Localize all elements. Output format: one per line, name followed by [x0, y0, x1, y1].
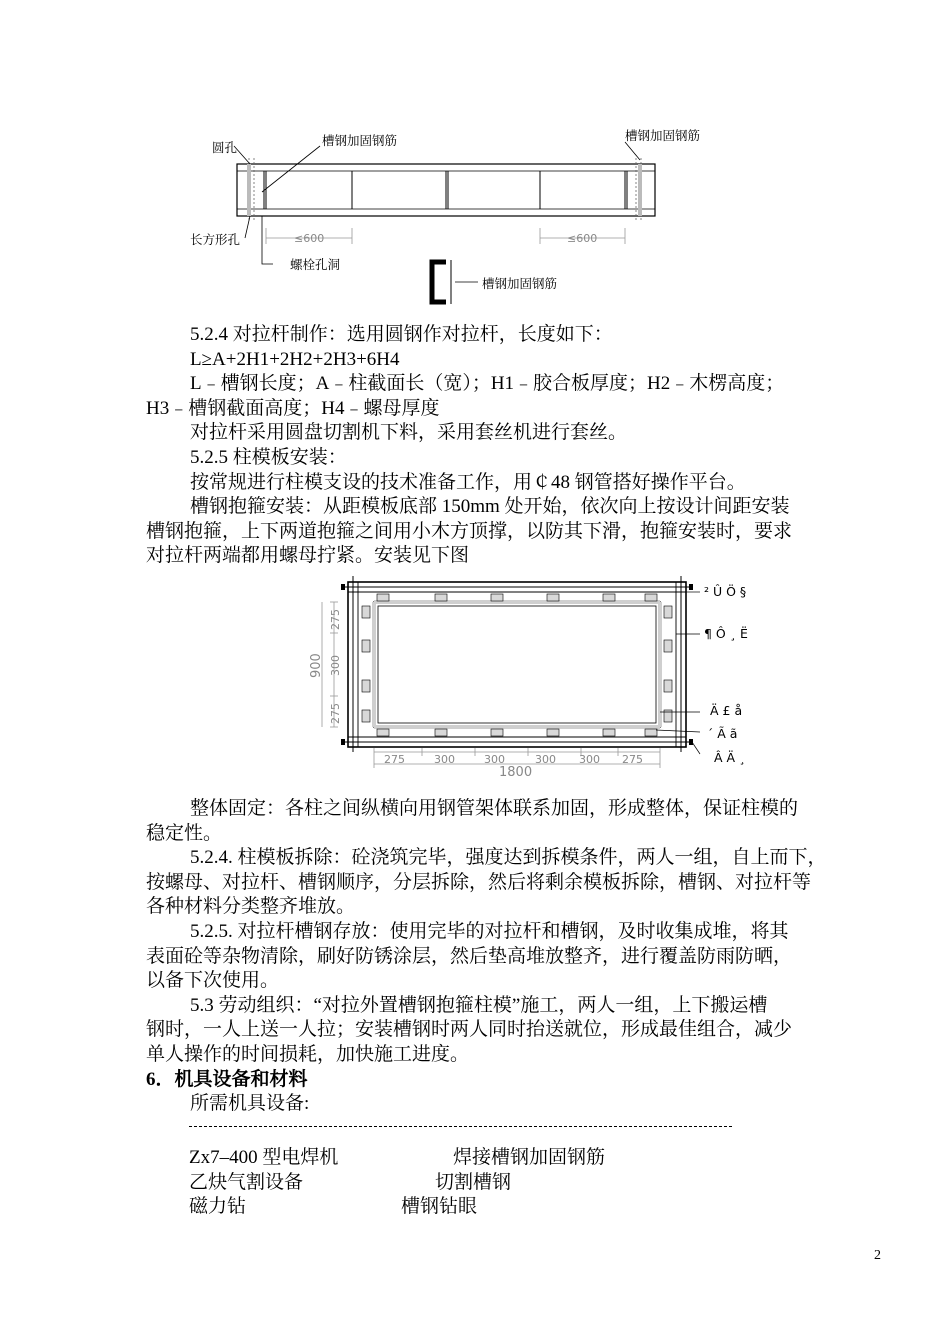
body-text: [146, 797, 888, 1117]
bottom-dim-6: 275: [622, 753, 643, 766]
left-dim-1: 275: [329, 609, 342, 630]
bottom-dim-5: 300: [579, 753, 600, 766]
dim-left-label: ≤600: [294, 232, 325, 245]
left-dim-2: 300: [329, 655, 342, 676]
remove-para-a: 5.2.4. 柱模板拆除：砼浇筑完毕，强度达到拆模条件，两人一组，自上而下，: [190, 847, 827, 869]
legend-4: ´ Ã ã: [707, 726, 738, 741]
legend-3: Ä £ å: [710, 703, 743, 718]
equipment-name: Zx7–400 型电焊机: [189, 1147, 339, 1168]
section-524-title: 5.2.4 对拉杆制作：选用圆钢作对拉杆，长度如下：: [190, 324, 613, 345]
equipment-use: 焊接槽钢加固钢筋: [453, 1147, 606, 1168]
section-525-p1: 按常规进行柱模支设的技术准备工作，用￠48 钢管搭好操作平台。: [190, 471, 746, 493]
dashed-separator: [189, 1126, 732, 1127]
legend-5: Â Ä ¸: [714, 750, 746, 765]
fix-para-a: 整体固定：各柱之间纵横向用钢管架体联系加固，形成整体，保证柱模的: [190, 798, 799, 819]
label-channel-rebar-left: 槽钢加固钢筋: [322, 133, 398, 148]
section-524: [146, 323, 888, 569]
section-525-p2a: 槽钢抱箍安装：从距模板底部 150mm 处开始，依次向上按设计间距安装: [190, 496, 790, 518]
label-section: 槽钢加固钢筋: [482, 276, 558, 291]
store-para-c: 以备下次使用。: [146, 970, 280, 992]
section-525-p2c: 对拉杆两端都用螺母拧紧。安装见下图: [146, 545, 470, 567]
equipment-name: 磁力钻: [189, 1196, 247, 1218]
remove-para-b: 按螺母、对拉杆、槽钢顺序，分层拆除，然后将剩余模板拆除，槽钢、对拉杆等: [146, 871, 812, 893]
labor-para-c: 单人操作的时间损耗，加快施工进度。: [146, 1043, 470, 1065]
equipment-use: 槽钢钻眼: [401, 1196, 478, 1218]
label-rect-hole: 长方形孔: [190, 232, 241, 247]
equipment-name: 乙炔气割设备: [189, 1171, 304, 1193]
legend-2: ¶ Ô ¸ Ë: [704, 626, 748, 641]
channel-steel-elevation-figure: [170, 120, 770, 310]
store-para-b: 表面砼等杂物清除，刷好防锈涂层，然后垫高堆放整齐，进行覆盖防雨防晒，: [146, 945, 793, 967]
label-round-hole: 圆孔: [212, 140, 238, 155]
bottom-dim-4: 300: [535, 753, 556, 766]
formula-line: L≥A+2H1+2H2+2H3+6H4: [190, 348, 400, 370]
bottom-dim-total: 1800: [499, 765, 533, 780]
fix-para-b: 稳定性。: [146, 822, 223, 844]
store-para-a: 5.2.5. 对拉杆槽钢存放：使用完毕的对拉杆和槽钢，及时收集成堆，将其: [190, 920, 789, 942]
legend-line-b: H3﹣槽钢截面高度；H4﹣螺母厚度: [146, 397, 440, 419]
dim-right-label: ≤600: [567, 232, 598, 245]
equipment-subtitle: 所需机具设备:: [190, 1093, 310, 1115]
equipment-use: 切割槽钢: [435, 1171, 512, 1193]
column-formwork-plan-figure: [300, 572, 780, 782]
remove-para-c: 各种材料分类整齐堆放。: [146, 896, 356, 918]
threading-line: 对拉杆采用圆盘切割机下料，采用套丝机进行套丝。: [190, 422, 628, 444]
bottom-dim-2: 300: [434, 753, 455, 766]
label-bolt-hole: 螺栓孔洞: [290, 257, 341, 272]
label-channel-rebar-right: 槽钢加固钢筋: [625, 128, 701, 143]
legend-1: ² Û Ö §: [704, 584, 747, 599]
left-dim-3: 275: [329, 703, 342, 724]
legend-line-a: L﹣槽钢长度；A﹣柱截面长（宽）；H1﹣胶合板厚度；H2﹣木楞高度；: [190, 373, 785, 395]
left-dim-total: 900: [309, 653, 324, 678]
labor-para-b: 钢时，一人上送一人拉；安装槽钢时两人同时抬送就位，形成最佳组合，减少: [146, 1019, 793, 1041]
section-525-title: 5.2.5 柱模板安装：: [190, 446, 347, 468]
page-number: 2: [874, 1248, 881, 1263]
labor-para-a: 5.3 劳动组织：“对拉外置槽钢抱箍柱模”施工，两人一组，上下搬运槽: [190, 994, 768, 1016]
section-525-p2b: 槽钢抱箍，上下两道抱箍之间用小木方顶撑，以防其下滑，抱箍安装时，要求: [146, 520, 793, 542]
bottom-dim-3: 300: [484, 753, 505, 766]
bottom-dim-1: 275: [384, 753, 405, 766]
section-6-heading: 6．机具设备和材料: [146, 1068, 308, 1090]
